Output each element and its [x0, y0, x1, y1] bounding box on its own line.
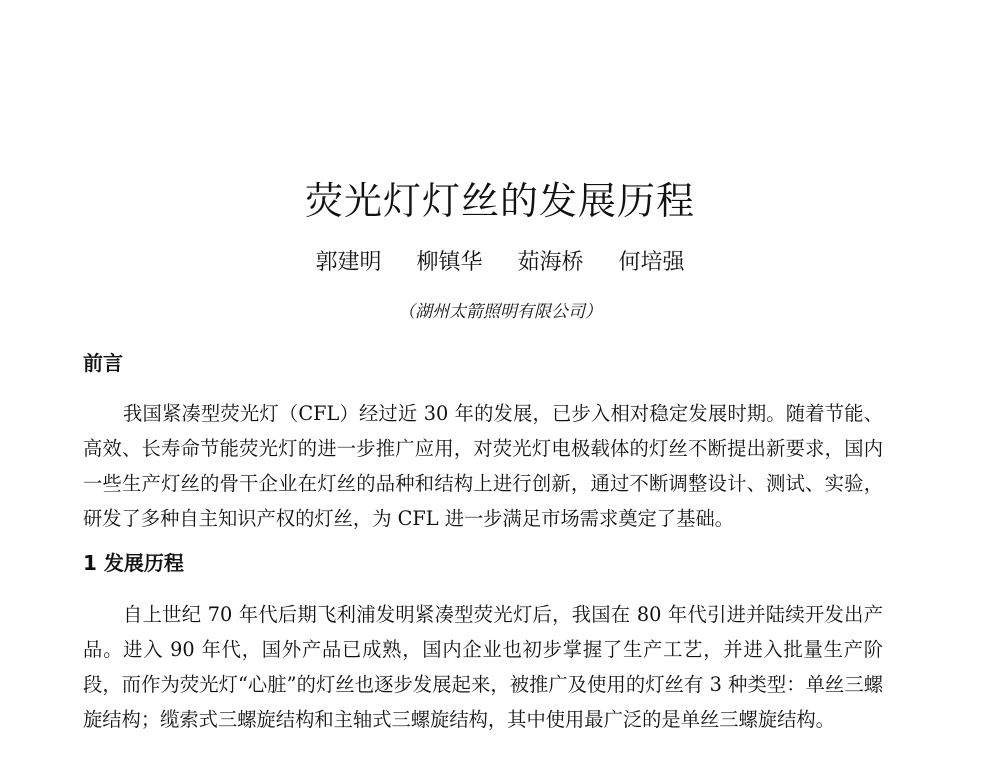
affiliation: （湖州太箭照明有限公司）	[398, 302, 602, 322]
author-list	[0, 247, 1000, 279]
section-paragraph-preface: 我国紧凑型荧光灯（CFL）经过近 30 年的发展，已步入相对稳定发展时期。随着节能、高效、长寿命节能荧光灯的进一步推广应用，对荧光灯电极载体的灯丝不断提出新要求，国内一些生产灯丝的骨干企业在灯丝的品种和结构上进行创新，通过不断调整设计、测试、实验，研发了多种自主知识产权的灯丝，为 CFL 进一步满足市场需求奠定了基础。	[83, 402, 883, 530]
author-name: 何培强	[618, 250, 685, 275]
section-heading-preface: 前言	[83, 351, 123, 375]
section-heading-development: 1 发展历程	[83, 551, 184, 575]
author-name: 郭建明	[315, 250, 382, 275]
paper-title: 荧光灯灯丝的发展历程	[304, 179, 695, 223]
author-name: 茹海桥	[517, 250, 584, 275]
section-paragraph-development: 自上世纪 70 年代后期飞利浦发明紧凑型荧光灯后，我国在 80 年代引进并陆续开发出产品。进入 90 年代，国外产品已成熟，国内企业也初步掌握了生产工艺，并进入批量生产阶段，而作为荧光灯“心脏”的灯丝也逐步发展起来，被推广及使用的灯丝有 3 种类型：单丝三螺旋结构；缆索式三螺旋结构和主轴式三螺旋结构，其中使用最广泛的是单丝三螺旋结构。	[83, 603, 883, 731]
author-name: 柳镇华	[416, 250, 483, 275]
